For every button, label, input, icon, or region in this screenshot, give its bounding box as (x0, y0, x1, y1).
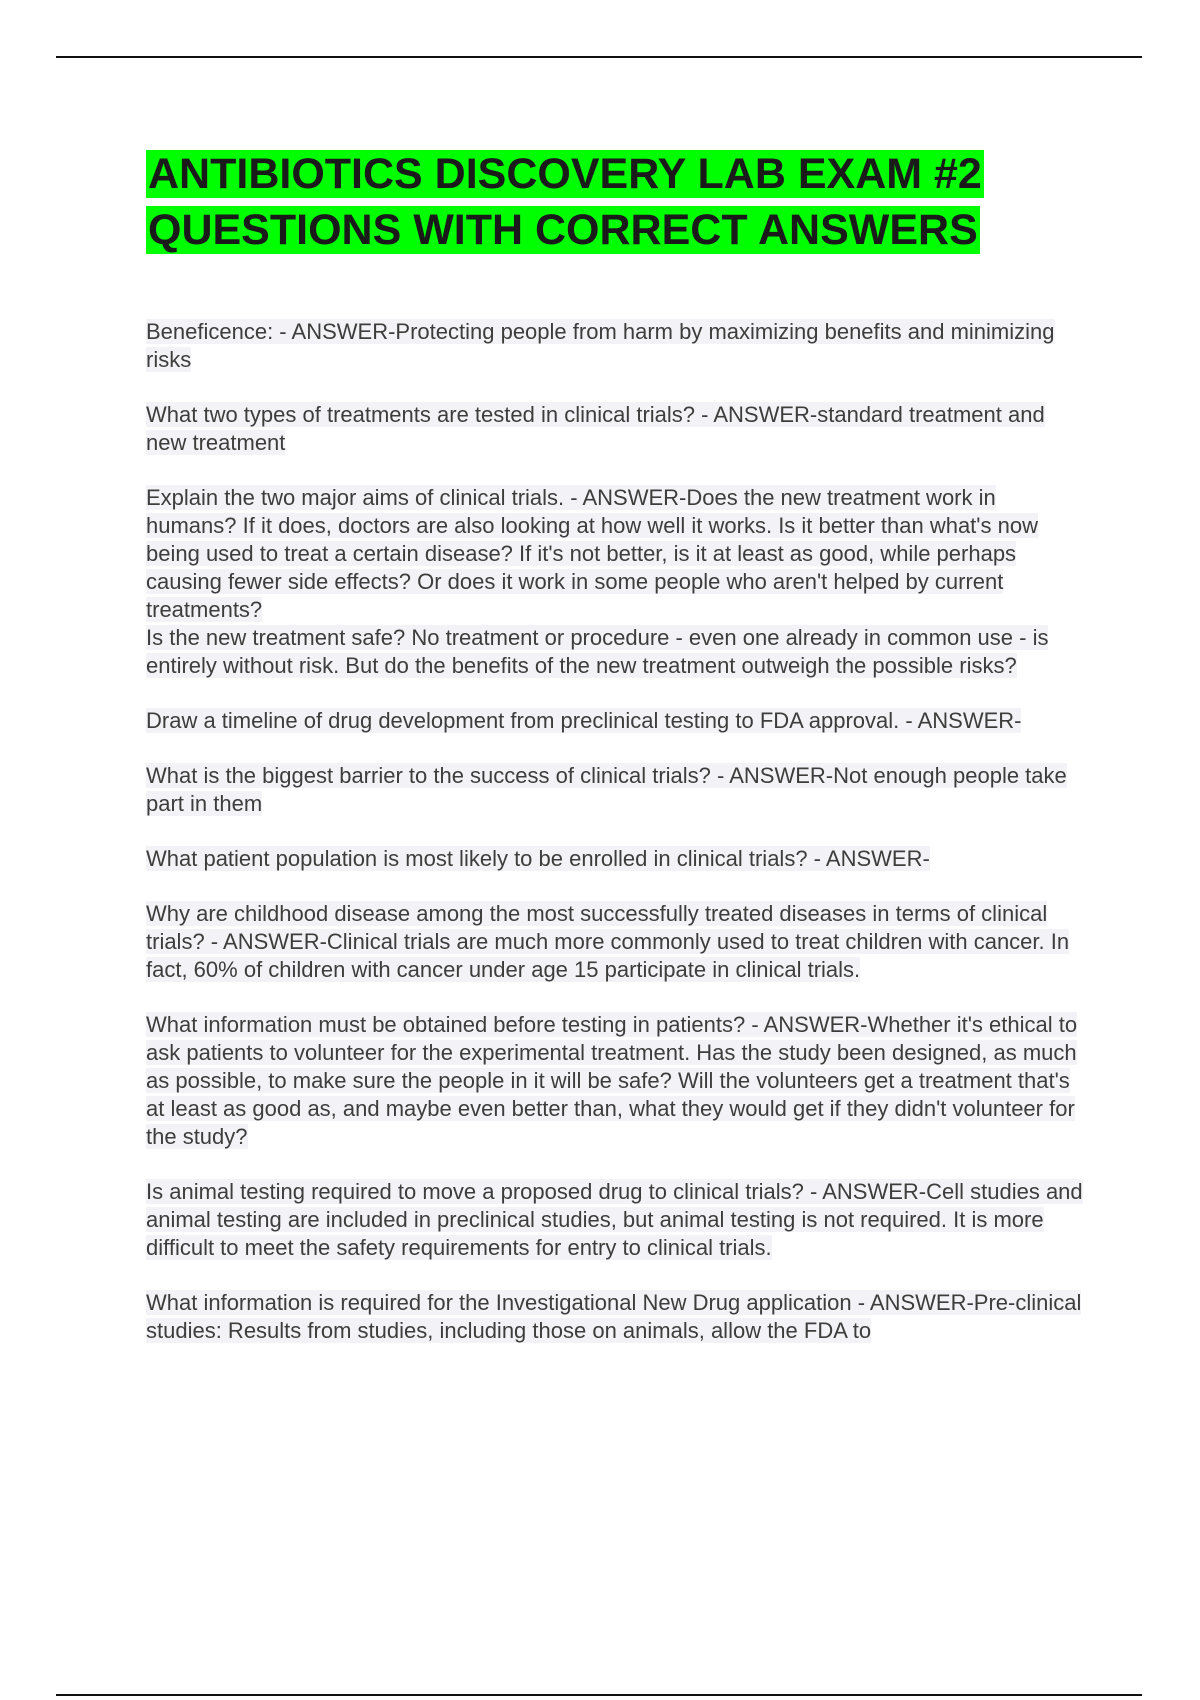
qa-item-animal-testing (146, 1178, 1086, 1262)
qa-item-beneficence (146, 318, 1086, 374)
qa-item-childhood-disease (146, 900, 1086, 984)
qa-item-ind-application (146, 1289, 1086, 1345)
qa-item-biggest-barrier (146, 762, 1086, 818)
qa-item-major-aims (146, 484, 1086, 624)
qa-item-timeline (146, 707, 1086, 735)
qa-text: Draw a timeline of drug development from preclinical testing to FDA approval. - ANSWER- (146, 708, 1022, 733)
title-line-1: ANTIBIOTICS DISCOVERY LAB EXAM #2 (148, 150, 982, 198)
qa-text: What information must be obtained before testing in patients? - ANSWER-Whether it's ethical to ask patients to volunteer for the experimental treatment. Has the study been designed, as much as possible, to make sure the people in it will be safe? Will the volunteers get a treatment that's at least as good as, and maybe even better than, what they would get if they didn't volunteer for the study? (146, 1012, 1078, 1149)
qa-text: Is the new treatment safe? No treatment or procedure - even one already in common use - is entirely without risk. But do the benefits of the new treatment outweigh the possible risks? (146, 625, 1049, 678)
qa-text: Explain the two major aims of clinical trials. - ANSWER-Does the new treatment work in humans? If it does, doctors are also looking at how well it works. Is it better than what's now being used to treat a certain disease? If it's not better, is it at least as good, while perhaps causing fewer side effects? Or does it work in some people who aren't helped by current treatments? (146, 485, 1038, 622)
qa-item-major-aims-continued (146, 624, 1086, 680)
qa-text: Beneficence: - ANSWER-Protecting people from harm by maximizing benefits and minimizing risks (146, 319, 1055, 372)
qa-item-treatment-types (146, 401, 1086, 457)
footer-rule (56, 1694, 1142, 1696)
document-body (146, 146, 1086, 1372)
header-rule (56, 56, 1142, 58)
qa-item-patient-population (146, 845, 1086, 873)
qa-text: Is animal testing required to move a proposed drug to clinical trials? - ANSWER-Cell studies and animal testing are included in preclinical studies, but animal testing is not required. It is more difficult to meet the safety requirements for entry to clinical trials. (146, 1179, 1083, 1260)
qa-text: Why are childhood disease among the most successfully treated diseases in terms of clinical trials? - ANSWER-Clinical trials are much more commonly used to treat children with cancer. In fact, 60% of children with cancer under age 15 participate in clinical trials. (146, 901, 1070, 982)
qa-item-information-before-testing (146, 1011, 1086, 1151)
title-line-2: QUESTIONS WITH CORRECT ANSWERS (148, 206, 978, 254)
qa-text: What patient population is most likely to be enrolled in clinical trials? - ANSWER- (146, 846, 930, 871)
qa-text: What is the biggest barrier to the success of clinical trials? - ANSWER-Not enough people take part in them (146, 763, 1067, 816)
qa-text: What two types of treatments are tested in clinical trials? - ANSWER-standard treatment and new treatment (146, 402, 1045, 455)
document-title (146, 146, 1086, 258)
qa-text: What information is required for the Investigational New Drug application - ANSWER-Pre-clinical studies: Results from studies, including those on animals, allow the FDA to (146, 1290, 1082, 1343)
